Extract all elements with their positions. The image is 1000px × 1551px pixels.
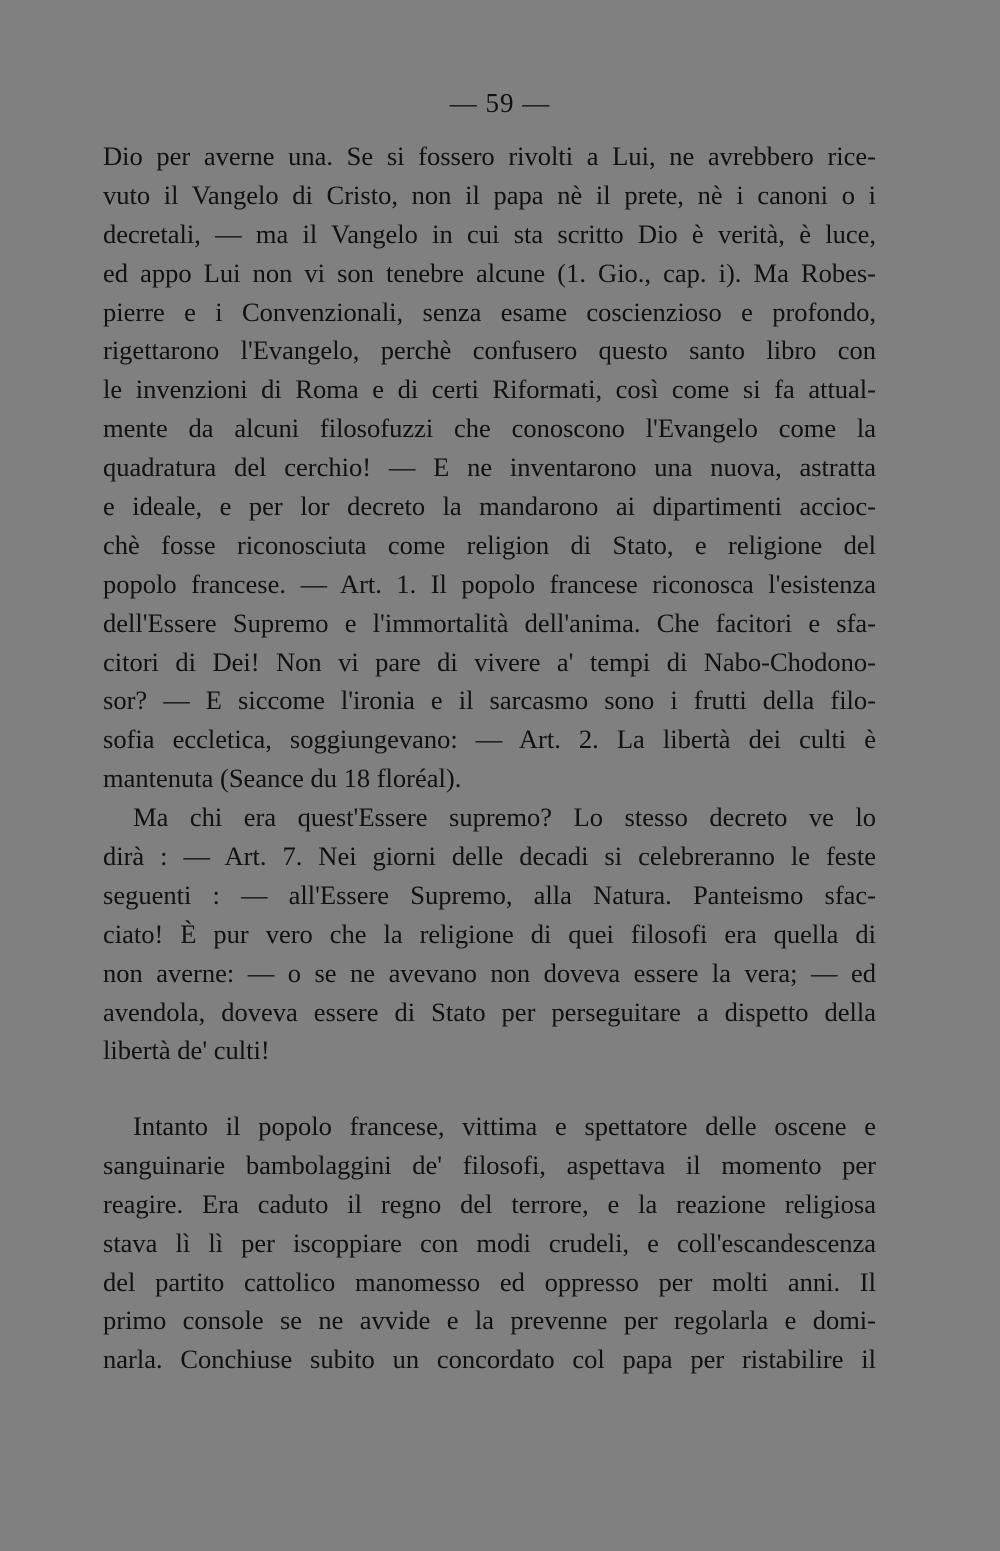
text-line: Intanto il popolo francese, vittima e spettatore delle oscene e bbox=[133, 1111, 876, 1141]
text-line: chè fosse riconosciuta come religion di Stato, e religione del bbox=[103, 529, 876, 560]
text-line: mantenuta (Seance du 18 floréal). bbox=[103, 763, 462, 794]
text-line: ed appo Lui non vi son tenebre alcune (1. Gio., cap. i). Ma Robes- bbox=[103, 257, 876, 288]
text-line: stava lì lì per iscoppiare con modi crudeli, e coll'escandescenza bbox=[103, 1227, 876, 1258]
paragraph-3 bbox=[103, 1107, 876, 1379]
text-line: narla. Conchiuse subito un concordato col papa per ristabilire il bbox=[103, 1344, 876, 1375]
text-line: del partito cattolico manomesso ed oppresso per molti anni. Il bbox=[103, 1266, 876, 1297]
text-line: primo console se ne avvide e la prevenne per regolarla e domi- bbox=[103, 1305, 876, 1336]
text-line: seguenti : — all'Essere Supremo, alla Natura. Panteismo sfac- bbox=[103, 879, 876, 910]
text-line: ciato! È pur vero che la religione di quei filosofi era quella di bbox=[103, 918, 876, 949]
text-line: le invenzioni di Roma e di certi Riformati, così come si fa attual- bbox=[103, 374, 876, 405]
page-number: — 59 — bbox=[449, 88, 551, 118]
text-line: e ideale, e per lor decreto la mandarono ai dipartimenti accioc- bbox=[103, 491, 876, 522]
text-line: reagire. Era caduto il regno del terrore, e la reazione religiosa bbox=[103, 1188, 876, 1219]
text-line: Ma chi era quest'Essere supremo? Lo stesso decreto ve lo bbox=[133, 802, 876, 833]
text-line: pierre e i Convenzionali, senza esame coscienzioso e profondo, bbox=[103, 296, 876, 327]
text-line: sor? — E siccome l'ironia e il sarcasmo sono i frutti della filo- bbox=[103, 685, 876, 716]
paragraph-2 bbox=[103, 798, 876, 1070]
text-line: dell'Essere Supremo e l'immortalità dell'anima. Che facitori e sfa- bbox=[103, 607, 876, 638]
text-line: rigettarono l'Evangelo, perchè confusero questo santo libro con bbox=[103, 335, 876, 366]
text-line: citori di Dei! Non vi pare di vivere a' tempi di Nabo-Chodono- bbox=[103, 646, 876, 677]
text-line: dirà : — Art. 7. Nei giorni delle decadi si celebreranno le feste bbox=[103, 841, 876, 872]
text-line: libertà de' culti! bbox=[103, 1035, 270, 1066]
text-line: Dio per averne una. Se si fossero rivolti a Lui, ne avrebbero rice- bbox=[103, 141, 876, 171]
text-line: popolo francese. — Art. 1. Il popolo francese riconosca l'esistenza bbox=[103, 568, 876, 599]
text-block-upper bbox=[103, 137, 876, 1070]
text-block-lower bbox=[103, 1107, 876, 1379]
text-line: decretali, — ma il Vangelo in cui sta scritto Dio è verità, è luce, bbox=[103, 218, 876, 249]
text-line: sanguinarie bambolaggini de' filosofi, aspettava il momento per bbox=[103, 1149, 876, 1180]
text-line: non averne: — o se ne avevano non doveva essere la vera; — ed bbox=[103, 957, 876, 988]
text-line: avendola, doveva essere di Stato per perseguitare a dispetto della bbox=[103, 996, 876, 1027]
text-line: sofia eccletica, soggiungevano: — Art. 2. La libertà dei culti è bbox=[103, 724, 876, 755]
text-line: mente da alcuni filosofuzzi che conoscono l'Evangelo come la bbox=[103, 413, 876, 444]
text-line: vuto il Vangelo di Cristo, non il papa nè il prete, nè i canoni o i bbox=[103, 179, 876, 210]
text-line: quadratura del cerchio! — E ne inventarono una nuova, astratta bbox=[103, 452, 876, 483]
paragraph-1 bbox=[103, 137, 876, 798]
